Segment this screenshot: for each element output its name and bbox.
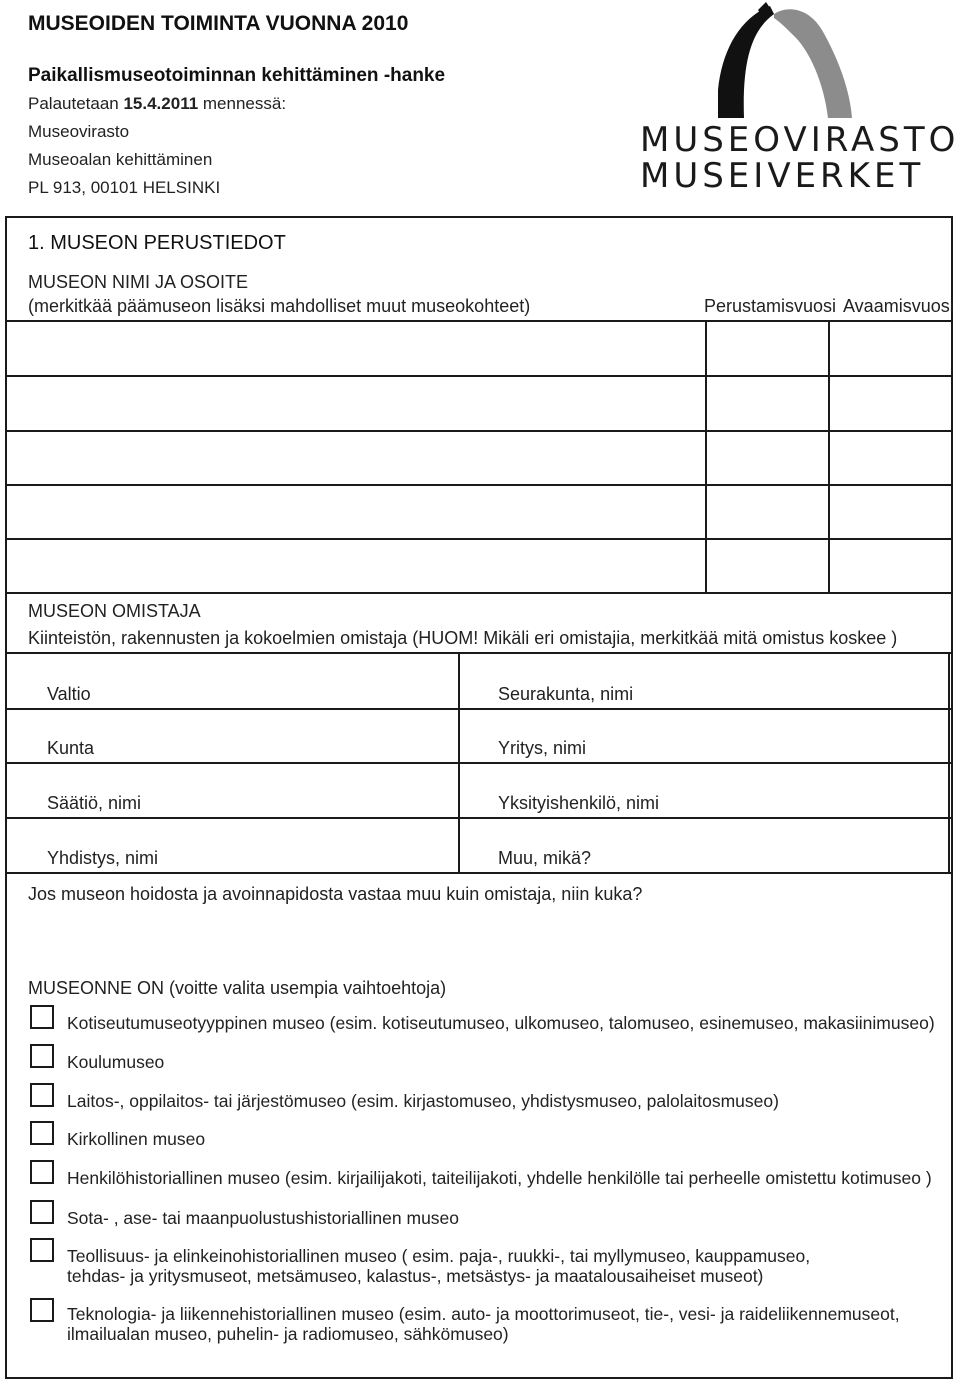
- option-church-museum: Kirkollinen museo: [67, 1129, 206, 1149]
- founded-year-field[interactable]: [708, 322, 827, 592]
- museum-name-field-4[interactable]: [8, 486, 704, 537]
- option-military-museum: Sota- , ase- tai maanpuolustushistoriallinen museo: [67, 1208, 460, 1228]
- arch-logo-icon: [640, 0, 932, 120]
- option-personal-history-museum: Henkilöhistoriallinen museo (esim. kirjailijakoti, taiteilijakoti, yhdelle henkilölle tai perheelle omistettu kotimuseo ): [67, 1168, 932, 1188]
- section-divider: [5, 216, 953, 218]
- owner-option-association[interactable]: Yhdistys, nimi: [47, 848, 159, 868]
- form-title: MUSEOIDEN TOIMINTA VUONNA 2010: [28, 12, 409, 35]
- checkbox-church-museum[interactable]: [30, 1121, 54, 1145]
- checkbox-personal-history-museum[interactable]: [30, 1160, 54, 1184]
- owner-option-foundation[interactable]: Säätiö, nimi: [47, 793, 142, 813]
- option-school-museum: Koulumuseo: [67, 1052, 165, 1072]
- option-technology-museum-cont: ilmailualan museo, puhelin- ja radiomuseo, sähkömuseo): [67, 1324, 509, 1344]
- logo-text-swedish: MUSEIVERKET: [640, 156, 925, 196]
- return-deadline: Palautetaan 15.4.2011 mennessä:: [28, 94, 287, 113]
- museum-name-field-1[interactable]: [8, 322, 704, 374]
- checkbox-military-museum[interactable]: [30, 1200, 54, 1224]
- option-institution-museum: Laitos-, oppilaitos- tai järjestömuseo (esim. kirjastomuseo, yhdistysmuseo, palolaitosmuseo): [67, 1091, 779, 1111]
- logo-text-finnish: MUSEOVIRASTO: [640, 120, 960, 160]
- maintainer-question: Jos museon hoidosta ja avoinnapidosta vastaa muu kuin omistaja, niin kuka?: [28, 884, 643, 904]
- option-industrial-museum-cont: tehdas- ja yritysmuseot, metsämuseo, kalastus-, metsästys- ja maatalousaiheiset museot): [67, 1266, 764, 1286]
- address-line-1: Museovirasto: [28, 122, 130, 141]
- museum-type-title: MUSEONNE ON (voitte valita usempia vaihtoehtoja): [28, 978, 447, 998]
- museum-name-label: MUSEON NIMI JA OSOITE: [28, 272, 249, 292]
- museum-name-note: (merkitkää päämuseon lisäksi mahdolliset muut museokohteet): [28, 296, 531, 316]
- owner-note: Kiinteistön, rakennusten ja kokoelmien omistaja (HUOM! Mikäli eri omistajia, merkitkää mitä omistus koskee ): [28, 628, 898, 648]
- checkbox-institution-museum[interactable]: [30, 1083, 54, 1107]
- address-line-2: Museoalan kehittäminen: [28, 150, 213, 169]
- owner-option-state[interactable]: Valtio: [47, 684, 91, 704]
- checkbox-industrial-museum[interactable]: [30, 1238, 54, 1262]
- founded-year-label: Perustamisvuosi: [704, 296, 837, 316]
- owner-title: MUSEON OMISTAJA: [28, 601, 201, 621]
- owner-option-other[interactable]: Muu, mikä?: [498, 848, 592, 868]
- museum-name-field-3[interactable]: [8, 432, 704, 483]
- option-industrial-museum: Teollisuus- ja elinkeinohistoriallinen museo ( esim. paja-, ruukki-, tai myllymuseo, kauppamuseo,: [67, 1246, 811, 1266]
- checkbox-technology-museum[interactable]: [30, 1298, 54, 1322]
- opened-year-label: Avaamisvuosi: [843, 296, 954, 316]
- option-local-history-museum: Kotiseutumuseotyyppinen museo (esim. kotiseutumuseo, ulkomuseo, talomuseo, esinemuseo, makasiinimuseo): [67, 1013, 935, 1033]
- owner-option-parish[interactable]: Seurakunta, nimi: [498, 684, 634, 704]
- museum-name-field-2[interactable]: [8, 377, 704, 429]
- opened-year-field[interactable]: [831, 322, 950, 592]
- option-technology-museum: Teknologia- ja liikennehistoriallinen museo (esim. auto- ja moottorimuseot, tie-, vesi- ja raideliikennemuseot,: [67, 1304, 900, 1324]
- owner-option-company[interactable]: Yritys, nimi: [498, 738, 587, 758]
- checkbox-local-history-museum[interactable]: [30, 1005, 54, 1029]
- owner-option-municipality[interactable]: Kunta: [47, 738, 95, 758]
- checkbox-school-museum[interactable]: [30, 1044, 54, 1068]
- museum-name-field-5[interactable]: [8, 540, 704, 591]
- address-line-3: PL 913, 00101 HELSINKI: [28, 178, 221, 197]
- museovirasto-logo: [640, 0, 960, 196]
- project-name: Paikallismuseotoiminnan kehittäminen -hanke: [28, 65, 446, 86]
- section-title: 1. MUSEON PERUSTIEDOT: [28, 232, 286, 254]
- owner-option-private-person[interactable]: Yksityishenkilö, nimi: [498, 793, 660, 813]
- maintainer-answer-field[interactable]: [28, 910, 928, 970]
